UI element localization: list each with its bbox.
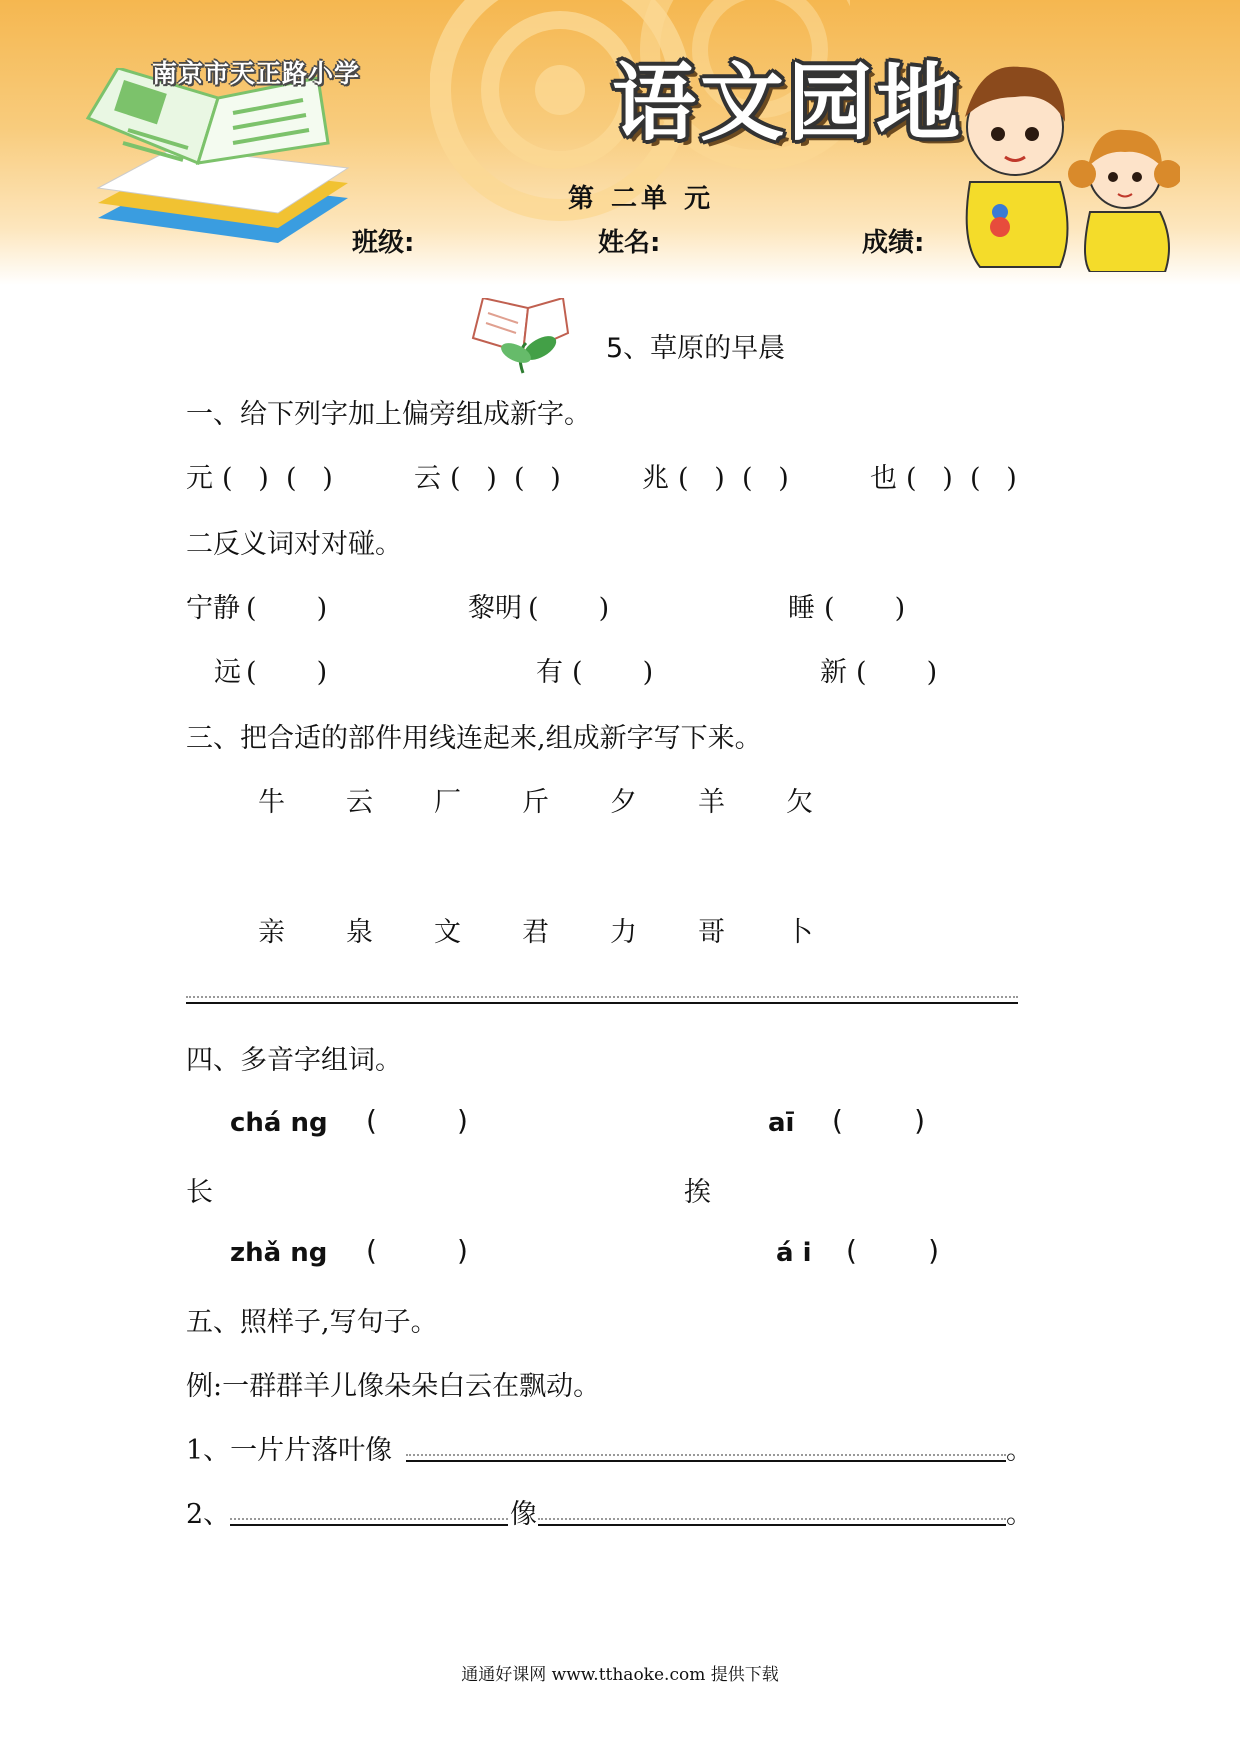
q1-blanks-2[interactable]: ( ) ( ) [450, 463, 561, 494]
char-chang: 长 [186, 1177, 213, 1208]
q3-bottom-part[interactable]: 文 [434, 917, 461, 948]
q1-blanks-4[interactable]: ( ) ( ) [906, 463, 1017, 494]
blank-chang[interactable]: ( ) [366, 1104, 468, 1137]
q2-title: 二反义词对对碰。 [186, 529, 402, 560]
q3-top-part[interactable]: 牛 [258, 787, 285, 818]
book-leaf-icon [468, 298, 578, 378]
q3-bottom-part[interactable]: 力 [610, 917, 637, 948]
pinyin-zhang: zhǎ ng [230, 1238, 328, 1268]
q2-word-5: 有 [536, 657, 563, 688]
q2-blank-2[interactable]: ( ) [528, 593, 610, 624]
name-label: 姓名: [598, 228, 661, 258]
q3-top-part[interactable]: 斤 [522, 787, 549, 818]
q2-row-2 [214, 650, 996, 689]
pinyin-ai2: á i [776, 1238, 812, 1268]
q5-sentence-1-line[interactable] [406, 1460, 1006, 1462]
school-name: 南京市天正路小学 [152, 59, 361, 88]
q3-top-part[interactable]: 厂 [434, 787, 461, 818]
q1-title: 一、给下列字加上偏旁组成新字。 [186, 399, 591, 430]
pinyin-chang: chá ng [230, 1108, 328, 1138]
q5-title: 五、照样子,写句子。 [186, 1307, 438, 1338]
q2-row-1 [186, 586, 964, 625]
q2-word-4: 远 [214, 657, 241, 688]
blank-ai2[interactable]: ( ) [846, 1234, 940, 1267]
q3-top-part[interactable]: 欠 [786, 787, 813, 818]
q4-title: 四、多音字组词。 [186, 1045, 402, 1076]
q1-char-4: 也 [870, 463, 897, 494]
score-label: 成绩: [862, 228, 925, 258]
q1-char-1: 元 [186, 463, 213, 494]
q3-bottom-row [258, 910, 826, 949]
blank-zhang[interactable]: ( ) [366, 1234, 468, 1267]
footer-credit: 通通好课网 www.tthaoke.com 提供下载 [461, 1665, 779, 1685]
open-book-icon [78, 68, 368, 283]
q2-blank-6[interactable]: ( ) [856, 657, 938, 688]
q3-top-part[interactable]: 云 [346, 787, 373, 818]
q5-period-1: 。 [1006, 1435, 1033, 1466]
q5-sentence-2-line-b[interactable] [538, 1524, 1006, 1526]
class-label: 班级: [352, 228, 415, 258]
q2-blank-4[interactable]: ( ) [246, 657, 328, 688]
q2-blank-1[interactable]: ( ) [246, 593, 328, 624]
unit-label: 第 二单 元 [568, 184, 715, 214]
q3-bottom-part[interactable]: 泉 [346, 917, 373, 948]
q2-word-6: 新 [820, 657, 847, 688]
q2-word-2: 黎明 [468, 593, 522, 624]
page-title: 语文园地 [612, 54, 965, 152]
q3-bottom-part[interactable]: 亲 [258, 917, 285, 948]
q5-sentence-1-prefix: 1、一片片落叶像 [186, 1435, 393, 1466]
q2-blank-3[interactable]: ( ) [824, 593, 906, 624]
q3-top-part[interactable]: 夕 [610, 787, 637, 818]
q5-period-2: 。 [1006, 1499, 1033, 1530]
q2-word-3: 睡 [788, 593, 815, 624]
q3-bottom-part[interactable]: 哥 [698, 917, 725, 948]
q1-blanks-1[interactable]: ( ) ( ) [222, 463, 333, 494]
q1-char-2: 云 [414, 463, 441, 494]
header-banner [0, 0, 1240, 285]
q5-sentence-2-middle: 像 [510, 1499, 537, 1530]
char-ai: 挨 [684, 1177, 711, 1208]
q3-title: 三、把合适的部件用线连起来,组成新字写下来。 [186, 723, 762, 754]
children-illustration [940, 42, 1180, 272]
q3-bottom-part[interactable]: 君 [522, 917, 549, 948]
q3-bottom-part[interactable]: 卜 [786, 917, 813, 948]
q3-top-row [258, 780, 826, 819]
q1-row [186, 456, 1056, 495]
blank-ai1[interactable]: ( ) [832, 1104, 926, 1137]
q5-example: 例:一群群羊儿像朵朵白云在飘动。 [186, 1371, 601, 1402]
q3-top-part[interactable]: 羊 [698, 787, 725, 818]
q3-answer-line[interactable] [186, 1002, 1018, 1004]
q2-blank-5[interactable]: ( ) [572, 657, 654, 688]
q5-sentence-2-line-a[interactable] [230, 1524, 508, 1526]
q1-char-3: 兆 [642, 463, 669, 494]
lesson-title: 5、草原的早晨 [606, 333, 786, 364]
q1-blanks-3[interactable]: ( ) ( ) [678, 463, 789, 494]
q2-word-1: 宁静 [186, 593, 240, 624]
q5-sentence-2-prefix: 2、 [186, 1499, 231, 1530]
pinyin-ai1: aī [768, 1108, 795, 1138]
